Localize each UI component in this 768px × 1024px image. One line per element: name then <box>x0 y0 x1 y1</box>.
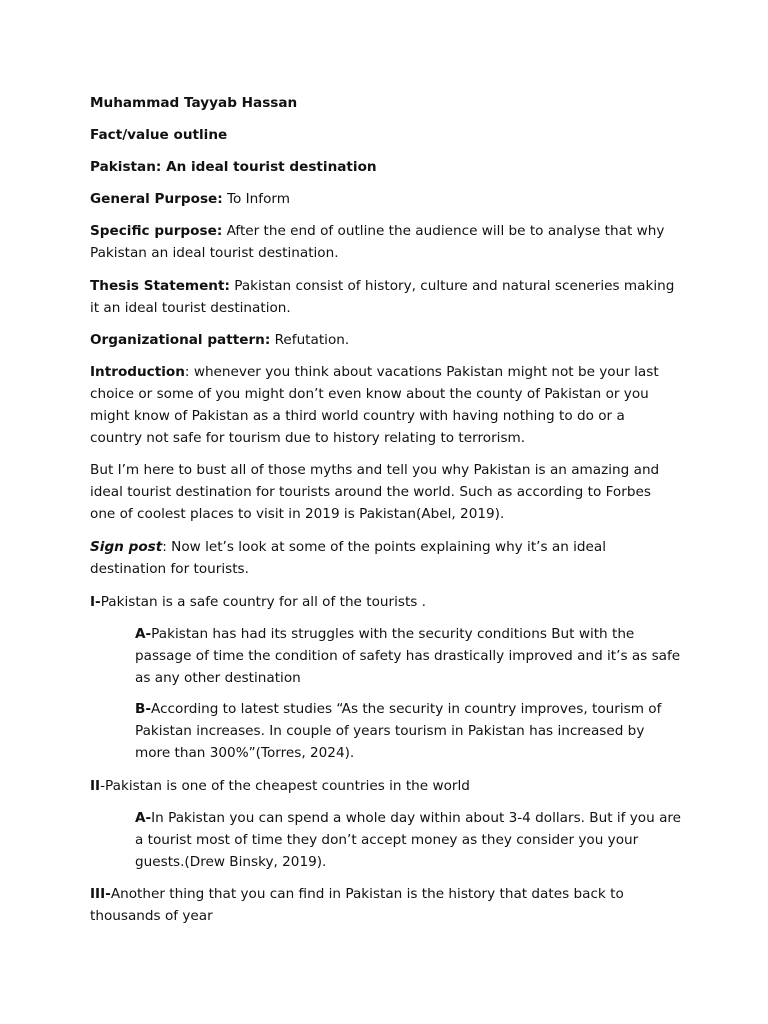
sign-post <box>90 536 680 580</box>
general-purpose-label: General Purpose: <box>90 191 223 207</box>
introduction <box>90 361 680 449</box>
thesis-statement-label: Thesis Statement: <box>90 278 230 294</box>
subpoint-2a <box>135 807 683 873</box>
subpoint-text: In Pakistan you can spend a whole day within about 3-4 dollars. But if you are a tourist most of time they don’t accept money as they consider you your guests.(Drew Binsky, 2019). <box>135 810 682 870</box>
sign-post-text: : Now let’s look at some of the points explaining why it’s an ideal destination for tourists. <box>90 539 607 577</box>
main-point-label: I- <box>90 594 101 610</box>
main-point-text: Pakistan is a safe country for all of the tourists . <box>100 594 427 610</box>
thesis-statement-text: Pakistan consist of history, culture and natural sceneries making it an ideal tourist destination. <box>90 278 675 316</box>
general-purpose-text: To Inform <box>222 191 290 207</box>
specific-purpose <box>90 220 680 264</box>
outline-title: Pakistan: An ideal tourist destination <box>90 159 377 175</box>
main-point-label: II <box>90 778 101 794</box>
subpoint-1b <box>135 698 683 764</box>
subpoint-label: A- <box>135 626 152 642</box>
main-point-text: -Pakistan is one of the cheapest countries in the world <box>100 778 470 794</box>
main-point-text: Another thing that you can find in Pakistan is the history that dates back to thousands of year <box>90 886 624 924</box>
specific-purpose-text: After the end of outline the audience will be to analyse that why Pakistan an ideal tourist destination. <box>90 223 665 261</box>
thesis-statement <box>90 275 680 319</box>
subpoint-text: According to latest studies “As the security in country improves, tourism of Pakistan increases. In couple of years tourism in Pakistan has increased by more than 300%”(Torres, 2024). <box>135 701 662 761</box>
author-name: Muhammad Tayyab Hassan <box>90 95 298 111</box>
main-point-2 <box>90 775 680 797</box>
subpoint-label: B- <box>135 701 152 717</box>
sign-post-label: Sign post <box>90 539 163 555</box>
main-point-3 <box>90 883 680 927</box>
subpoint-text: Pakistan has had its struggles with the security conditions But with the passage of time the condition of safety has drastically improved and it’s as safe as any other destination <box>135 626 681 686</box>
main-point-1 <box>90 591 680 613</box>
outline-type: Fact/value outline <box>90 127 228 143</box>
subpoint-label: A- <box>135 810 152 826</box>
organizational-pattern-label: Organizational pattern: <box>90 332 271 348</box>
specific-purpose-label: Specific purpose: <box>90 223 223 239</box>
general-purpose <box>90 188 680 210</box>
introduction-label: Introduction <box>90 364 185 380</box>
organizational-pattern-text: Refutation. <box>270 332 350 348</box>
subpoint-1a <box>135 623 683 689</box>
introduction-text: : whenever you think about vacations Pakistan might not be your last choice or some of you might don’t even know about the county of Pakistan or you might know of Pakistan as a third world country with having nothing to do or a country not safe for tourism due to history relating to terrorism. <box>90 364 659 446</box>
organizational-pattern <box>90 329 680 351</box>
main-point-label: III- <box>90 886 111 902</box>
introduction-continued: But I’m here to bust all of those myths and tell you why Pakistan is an amazing and ideal tourist destination for tourists around the world. Such as according to Forbes one of coolest places to visit in 2019 is Pakistan(Abel, 2019). <box>90 462 660 522</box>
